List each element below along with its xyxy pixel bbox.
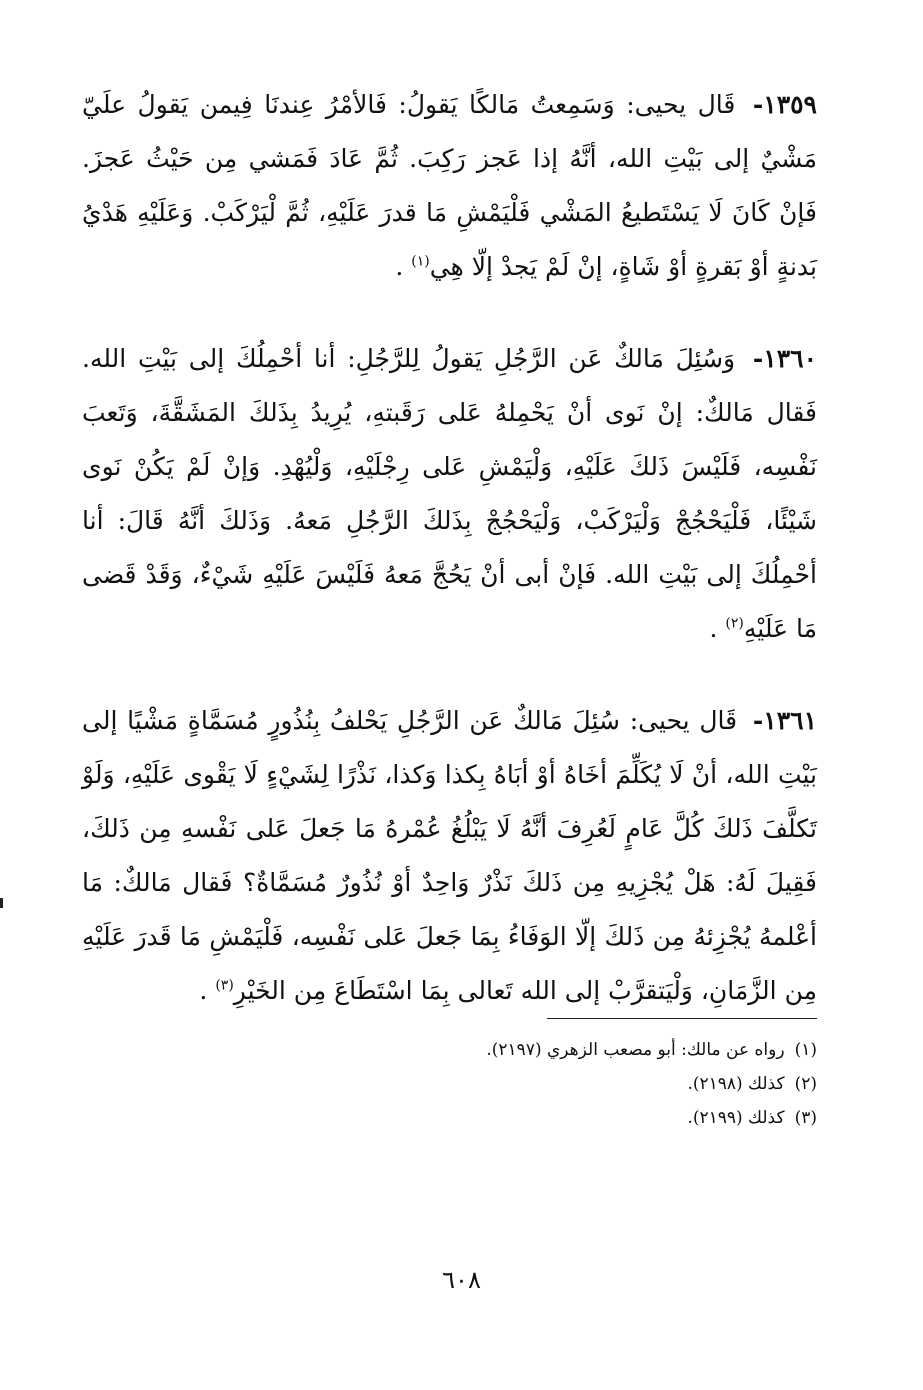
hadith-paragraph-1361 (82, 694, 817, 1018)
hadith-number: ١٣٦٠- (752, 344, 817, 373)
footnote-item (82, 1101, 817, 1135)
footnote-number: (٢) (794, 1074, 817, 1094)
footnote-item (82, 1033, 817, 1067)
paragraph-ending: . (199, 976, 216, 1005)
footnote-reference: (٣) (215, 977, 234, 994)
hadith-text: قَال يحيى: وَسَمِعتُ مَالكًا يَقولُ: فَالأمْرُ عِندنَا فِيمن يَقولُ علَيّ مَشْيٌ إلى بَيْتِ الله، أنَّهُ إذا عَجز رَكِبَ. ثُمَّ عَادَ فَمَشي مِن حَيْثُ عَجزَ. فَإنْ كَانَ لَا يَسْتَطيعُ المَشْي فَلْيَمْشِ مَا قدرَ عَلَيْهِ، ثُمَّ لْيَرْكَبْ. وَعَلَيْهِ هَدْيُ بَدنةٍ أوْ بَقرةٍ أوْ شَاةٍ، إنْ لَمْ يَجدْ إلّا هِي (82, 90, 817, 281)
scan-margin-mark (0, 898, 3, 908)
footnote-text: رواه عن مالك: أبو مصعب الزهري (٢١٩٧). (486, 1040, 785, 1060)
footnote-number: (٣) (794, 1108, 817, 1128)
footnote-reference: (٢) (725, 615, 744, 632)
hadith-paragraph-1360 (82, 332, 817, 656)
hadith-number: ١٣٥٩- (752, 90, 817, 119)
footnote-text: كذلك (٢١٩٨). (687, 1074, 785, 1094)
footnote-text: كذلك (٢١٩٩). (687, 1108, 785, 1128)
hadith-text: قَال يحيى: سُئِلَ مَالكٌ عَن الرَّجُلِ يَحْلفُ بِنُذُورٍ مُسَمَّاةٍ مَشْيًا إلى بَيْتِ الله، أنْ لَا يُكَلِّمَ أخَاهُ أوْ أبَاهُ بِكذا وَكذا، نَذْرًا لِشَيْءٍ لَا يَقْوى عَلَيْهِ، وَلَوْ تَكلَّفَ ذَلكَ كُلَّ عَامٍ لَعُرِفَ أنَّهُ لَا يَبْلُغُ عُمْرهُ مَا جَعلَ عَلى نَفْسهِ مِن ذَلكَ، فَقِيلَ لَهُ: هَلْ يُجْزِيهِ مِن ذَلكَ نَذْرٌ وَاحِدٌ أوْ نُذُورٌ مُسَمَّاةٌ؟ فَقال مَالكٌ: مَا أعْلمهُ يُجْزِئهُ مِن ذَلكَ إلّا الوَفَاءُ بِمَا جَعلَ عَلى نَفْسِه، فَلْيَمْشِ مَا قَدرَ عَلَيْهِ مِن الزَّمَانِ، وَلْيَتقرَّبْ إلى الله تَعالى بِمَا اسْتَطَاعَ مِن الخَيْرِ (82, 706, 817, 1005)
hadith-number: ١٣٦١- (752, 706, 817, 735)
hadith-paragraph-1359 (82, 78, 817, 294)
page-number: ٦٠٨ (442, 1266, 481, 1294)
footnotes-list (82, 1033, 817, 1135)
footnote-number: (١) (794, 1040, 817, 1060)
footnote-divider (547, 1018, 817, 1019)
paragraph-ending: . (709, 614, 726, 643)
footnote-item (82, 1067, 817, 1101)
paragraph-ending: . (395, 252, 412, 281)
book-page (82, 78, 817, 1318)
hadith-text: وَسُئِلَ مَالكٌ عَن الرَّجُلِ يَقولُ لِلرَّجُلِ: أنا أحْمِلُكَ إلى بَيْتِ الله. فَقال مَالكٌ: إنْ نَوى أنْ يَحْمِلهُ عَلى رَقَبتهِ، يُرِيدُ بِذَلكَ المَشَقَّةَ، وَتَعبَ نَفْسِه، فَلَيْسَ ذَلكَ عَلَيْهِ، وَلْيَمْشِ عَلى رِجْلَيْهِ، وَلْيُهْدِ. وَإنْ لَمْ يَكُنْ نَوى شَيْئًا، فَلْيَحْجُجْ وَلْيَرْكَبْ، وَلْيَحْجُجْ بِذَلكَ الرَّجُلِ مَعهُ. وَذَلكَ أنَّهُ قَالَ: أنا أحْمِلُكَ إلى بَيْتِ الله. فَإنْ أبى أنْ يَحُجَّ مَعهُ فَلَيْسَ عَلَيْهِ شَيْءٌ، وَقَدْ قَضى مَا عَلَيْهِ (82, 344, 817, 643)
footnote-reference: (١) (411, 253, 430, 270)
